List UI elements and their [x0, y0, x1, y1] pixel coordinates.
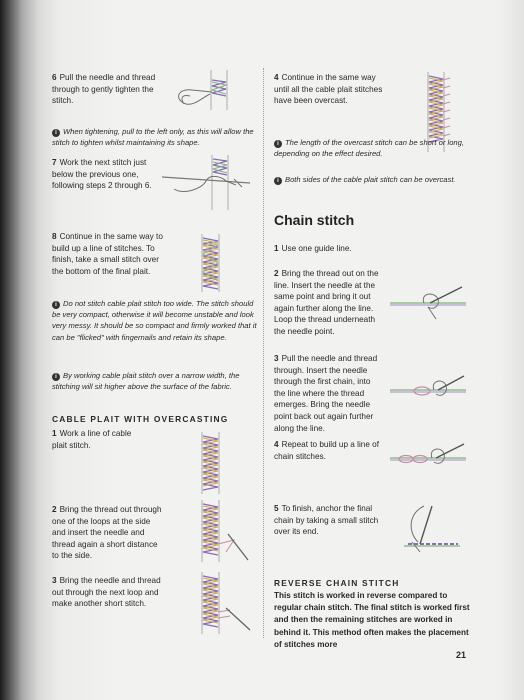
section-heading-chain-stitch: Chain stitch	[274, 212, 355, 228]
column-divider	[263, 68, 264, 638]
reverse-chain-intro: This stitch is worked in reverse compared to regular chain stitch. The final stitch is worked first and then the remaining stitches are worked in behind it. This method often makes the placement of stitches more	[274, 591, 470, 649]
illustration-overcast-3	[200, 572, 252, 634]
illustration-step-7	[162, 155, 254, 210]
illustration-step-8	[200, 234, 222, 292]
chain-step-1: 1 Use one guide line.	[274, 244, 352, 253]
section-heading-overcasting: CABLE PLAIT WITH OVERCASTING	[52, 414, 229, 424]
overcast-step-2: 2 Bring the thread out through one of the loops at the side and insert the needle and thread again a short distance to the side.	[52, 505, 162, 561]
illustration-chain-4	[390, 440, 466, 480]
tip-bullet-icon: i	[52, 129, 60, 137]
tip-2: i Do not stitch cable plait stitch too wide. The stitch should be very compact, otherwise it will become unstable and look very messy. It should be so compact and firmly worked that it can be "flicked" with fingernails and retain its shape.	[52, 299, 257, 342]
tip-bullet-icon: i	[52, 373, 60, 381]
overcast-step-4: 4 Continue in the same way until all the cable plait stitches have been overcast.	[274, 73, 383, 106]
chain-step-5: 5 To finish, anchor the final chain by taking a small stitch over its end.	[274, 504, 379, 537]
section-heading-reverse-chain: REVERSE CHAIN STITCH	[274, 578, 400, 588]
tip-3: i By working cable plait stitch over a narrow width, the stitching will sit higher above the surface of the fabric.	[52, 371, 240, 392]
chain-step-3: 3 Pull the needle and thread through. Insert the needle through the first chain, into the line where the thread emerges. Bring the needle point back out again further along the line.	[274, 354, 378, 433]
tip-bullet-icon: i	[274, 177, 282, 185]
chain-step-2: 2 Bring the thread out on the line. Insert the needle at the same point and bring it out again further along the line. Loop the thread underneath the needle point.	[274, 269, 379, 336]
tip-bullet-icon: i	[274, 140, 282, 148]
overcast-step-3: 3 Bring the needle and thread out through the next loop and make another short stitch.	[52, 576, 161, 609]
step-7: 7 Work the next stitch just below the previous one, following steps 2 through 6.	[52, 158, 152, 191]
chain-step-4: 4 Repeat to build up a line of chain stitches.	[274, 440, 379, 461]
illustration-chain-5	[398, 504, 462, 556]
tip-5: i Both sides of the cable plait stitch can be overcast.	[274, 174, 470, 185]
illustration-overcast-1	[200, 432, 222, 494]
step-8: 8 Continue in the same way to build up a line of stitches. To finish, take a small stitch over the bottom of the final plait.	[52, 232, 163, 276]
page-number: 21	[456, 650, 467, 660]
illustration-step-6	[172, 70, 238, 110]
tip-1: i When tightening, pull to the left only, as this will allow the stitch to tighten whilst maintaining its shape.	[52, 127, 254, 148]
illustration-chain-2	[390, 285, 466, 325]
tip-bullet-icon: i	[52, 301, 60, 309]
overcast-step-1: 1 Work a line of cable plait stitch.	[52, 429, 132, 450]
illustration-overcast-2	[200, 500, 250, 562]
step-6: 6 Pull the needle and thread through to gently tighten the stitch.	[52, 73, 156, 106]
illustration-chain-3	[390, 372, 466, 412]
tip-4: i The length of the overcast stitch can be short or long, depending on the effect desired.	[274, 138, 464, 159]
